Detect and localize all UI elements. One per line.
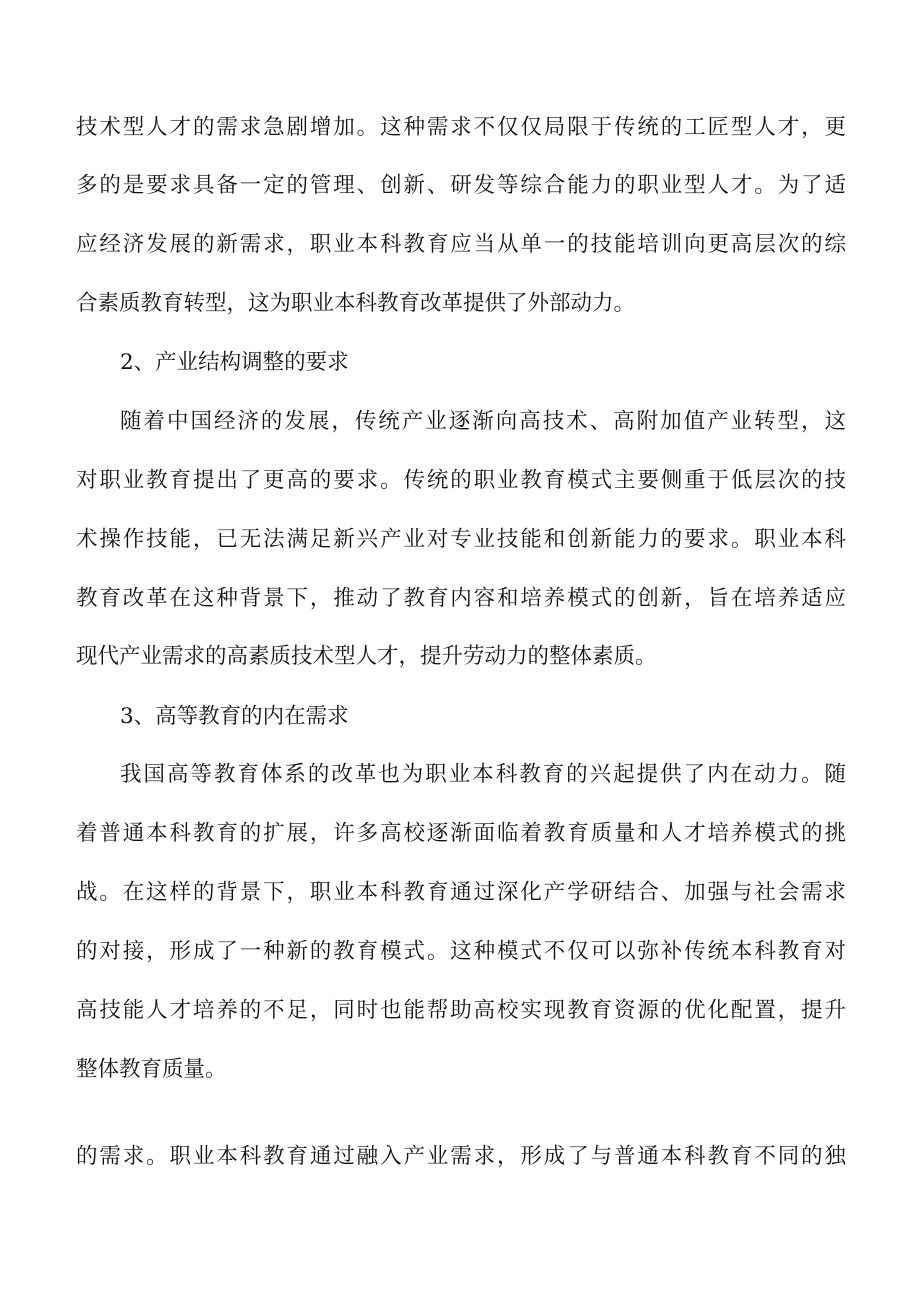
paragraph-3-line-6: 整体教育质量。 — [76, 1057, 227, 1082]
paragraph-3-line-4: 的对接，形成了一种新的教育模式。这种模式不仅可以弥补传统本科教育对 — [76, 939, 846, 964]
paragraph-1-line-3: 应经济发展的新需求，职业本科教育应当从单一的技能培训向更高层次的综 — [76, 232, 846, 257]
paragraph-2-line-2: 对职业教育提出了更高的要求。传统的职业教育模式主要侧重于低层次的技 — [76, 468, 846, 493]
paragraph-2-line-1: 随着中国经济的发展，传统产业逐渐向高技术、高附加值产业转型，这 — [120, 409, 846, 434]
section-heading-2: 2、产业结构调整的要求 — [120, 350, 349, 375]
paragraph-2-line-5: 现代产业需求的高素质技术型人才，提升劳动力的整体素质。 — [76, 644, 657, 669]
paragraph-1-line-1: 技术型人才的需求急剧增加。这种需求不仅仅局限于传统的工匠型人才，更 — [76, 115, 846, 140]
section-heading-3: 3、高等教育的内在需求 — [120, 704, 349, 729]
paragraph-3-line-5: 高技能人才培养的不足，同时也能帮助高校实现教育资源的优化配置，提升 — [76, 998, 846, 1023]
paragraph-1-line-2: 多的是要求具备一定的管理、创新、研发等综合能力的职业型人才。为了适 — [76, 173, 846, 198]
paragraph-3-line-3: 战。在这样的背景下，职业本科教育通过深化产学研结合、加强与社会需求 — [76, 880, 846, 905]
paragraph-2-line-4: 教育改革在这种背景下，推动了教育内容和培养模式的创新，旨在培养适应 — [76, 586, 846, 611]
paragraph-1-line-4: 合素质教育转型，这为职业本科教育改革提供了外部动力。 — [76, 291, 636, 316]
paragraph-2-line-3: 术操作技能，已无法满足新兴产业对专业技能和创新能力的要求。职业本科 — [76, 527, 846, 552]
paragraph-3-line-2: 着普通本科教育的扩展，许多高校逐渐面临着教育质量和人才培养模式的挑 — [76, 821, 846, 846]
paragraph-3-line-1: 我国高等教育体系的改革也为职业本科教育的兴起提供了内在动力。随 — [120, 762, 846, 787]
paragraph-4-line-1: 的需求。职业本科教育通过融入产业需求，形成了与普通本科教育不同的独 — [76, 1144, 846, 1169]
